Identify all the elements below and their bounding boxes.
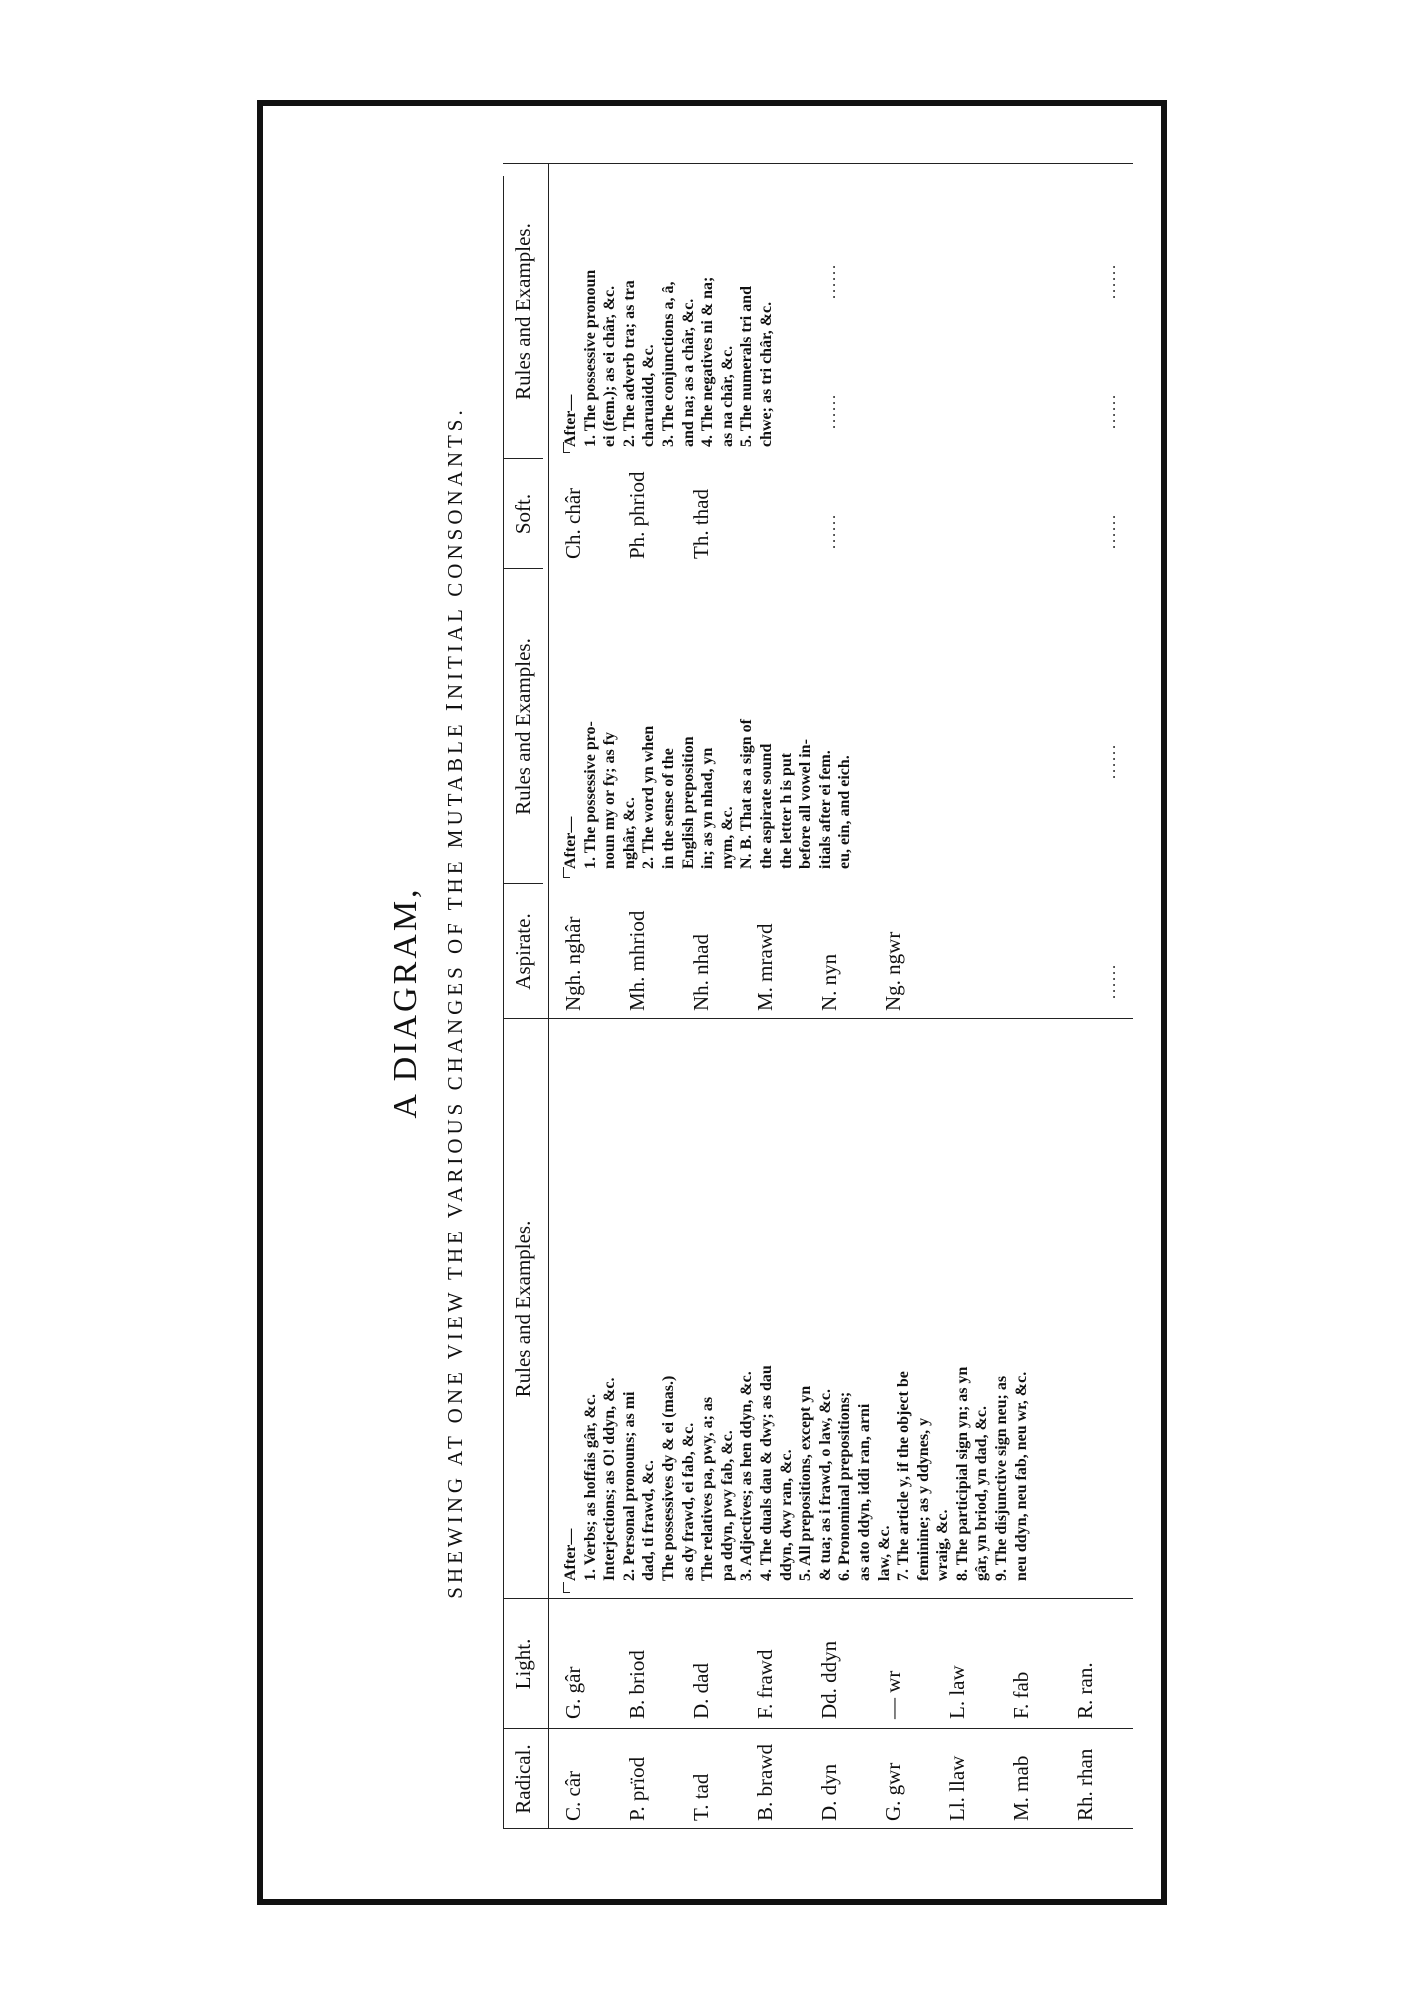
rule-line: nym, &c. — [718, 806, 736, 869]
empty-cell-dots: ...... — [1102, 963, 1119, 999]
radical-entry: Rh. rhan — [1073, 1748, 1097, 1821]
soft-entry: Ch. châr — [561, 487, 585, 559]
rule-line: feminine; as y ddynes, y — [914, 1417, 932, 1581]
rule-line: in; as yn nhad, yn — [699, 747, 717, 869]
column-divider — [503, 1598, 1133, 1599]
rule-line: the aspirate sound — [757, 743, 775, 869]
rule-line: the letter h is put — [777, 752, 795, 869]
rule-line: itials after ei fem. — [816, 750, 834, 869]
radical-entry: D. dyn — [817, 1763, 841, 1821]
rule-line: 4. The negatives ni & na; — [699, 276, 717, 447]
rule-line: 8. The participial sign yn; as yn — [953, 1366, 971, 1581]
empty-cell-dots: ...... — [1102, 393, 1119, 429]
header-light: Light. — [511, 1638, 535, 1690]
header-rule — [548, 459, 549, 569]
soft-entry: Th. thad — [689, 489, 713, 559]
header-aspirate: Aspirate. — [511, 913, 535, 990]
soft-rules-list — [561, 270, 777, 447]
header-rule — [548, 1599, 549, 1729]
radical-entry: G. gwr — [881, 1762, 905, 1821]
aspirate-entry: Ngh. nghâr — [561, 916, 585, 1011]
rule-line: N. B. That as a sign of — [738, 719, 756, 869]
rule-line: 5. All prepositions, except yn — [797, 1385, 815, 1581]
radical-entry: C. câr — [561, 1770, 585, 1821]
brace-mark — [563, 1582, 570, 1593]
column-divider — [503, 163, 1133, 164]
rule-line: in the sense of the — [659, 748, 677, 869]
radical-entry: M. mab — [1009, 1755, 1033, 1821]
table-top-border — [503, 176, 504, 1829]
header-rule — [548, 569, 549, 884]
aspirate-entry: Nh. nhad — [689, 934, 713, 1011]
empty-cell-dots: ...... — [1102, 513, 1119, 549]
radical-entry: T. tad — [689, 1773, 713, 1821]
rule-line: Interjections; as O! ddyn, &c. — [601, 1377, 619, 1581]
light-entry: — wr — [881, 1670, 905, 1719]
rule-line: The possessives dy & ei (mas.) — [659, 1375, 677, 1581]
subtitle-rest: NITIAL CONSONANTS. — [443, 406, 467, 700]
brace-mark — [563, 442, 570, 453]
rule-line: 4. The duals dau & dwy; as dau — [757, 1365, 775, 1581]
rule-line: charuaidd, &c. — [640, 344, 658, 447]
rule-line: 5. The numerals tri and — [738, 285, 756, 447]
rule-line: wraig, &c. — [934, 1509, 952, 1581]
rule-line: law, &c. — [875, 1525, 893, 1581]
rule-line: After— — [562, 394, 579, 447]
diagram-title: A DIAGRAM, — [387, 886, 424, 1119]
header-radical: Radical. — [511, 1744, 535, 1814]
soft-entry: Ph. phriod — [625, 471, 649, 559]
subtitle-initial-cap: I — [442, 699, 468, 712]
column-divider — [503, 1728, 1133, 1729]
rule-line: dad, ti frawd, &c. — [640, 1460, 658, 1581]
header-rule — [548, 164, 549, 459]
rule-line: 1. The possessive pro- — [581, 721, 599, 869]
light-entry: Dd. ddyn — [817, 1640, 841, 1719]
header-rule — [548, 1019, 549, 1599]
light-entry: G. gâr — [561, 1666, 585, 1719]
rule-line: as dy frawd, ei fab, &c. — [679, 1422, 697, 1581]
rule-line: 2. The word yn when — [640, 725, 658, 869]
rule-line: 6. Pronominal prepositions; — [836, 1391, 854, 1581]
brace-mark — [563, 867, 570, 878]
light-entry: D. dad — [689, 1663, 713, 1719]
rule-line: 3. Adjectives; as hen ddyn, &c. — [738, 1371, 756, 1581]
aspirate-entry: Mh. mhriod — [625, 910, 649, 1011]
empty-cell-dots: ...... — [1102, 263, 1119, 299]
rule-line: and na; as a châr, &c. — [679, 298, 697, 447]
radical-entry: P. prïod — [625, 1756, 649, 1821]
rule-line: & tua; as i frawd, o law, &c. — [816, 1389, 834, 1581]
rule-line: After— — [562, 1528, 579, 1581]
rule-line: before all vowel in- — [797, 739, 815, 869]
rule-line: gâr, yn briod, yn dad, &c. — [973, 1406, 991, 1581]
rule-line: After— — [562, 816, 579, 869]
header-rule — [548, 1729, 549, 1829]
radical-entry: B. brawd — [753, 1744, 777, 1821]
aspirate-rules-list — [561, 719, 855, 869]
empty-cell-dots: ...... — [822, 263, 839, 299]
diagram-sheet — [257, 100, 1167, 1905]
header-soft-rules: Rules and Examples. — [511, 223, 535, 400]
rule-line: nghâr, &c. — [620, 797, 638, 869]
rule-line: 7. The article y, if the object be — [895, 1371, 913, 1581]
rule-line: noun my or fy; as fy — [601, 731, 619, 869]
rule-line: eu, ein, and eich. — [836, 755, 854, 869]
rule-line: 2. Personal pronouns; as mi — [620, 1391, 638, 1581]
rule-line: as ato ddyn, iddi ran, arni — [855, 1403, 873, 1581]
rule-line: 9. The disjunctive sign neu; as — [993, 1375, 1011, 1581]
radical-entry: Ll. llaw — [945, 1755, 969, 1821]
empty-cell-dots: ...... — [1102, 743, 1119, 779]
rule-line: ddyn, dwy ran, &c. — [777, 1449, 795, 1581]
rule-line: 1. Verbs; as hoffais gâr, &c. — [581, 1394, 599, 1581]
rule-line: 2. The adverb tra; as tra — [620, 280, 638, 447]
rule-line: neu ddyn, neu fab, neu wr, &c. — [1012, 1371, 1030, 1581]
rule-line: 1. The possessive pronoun — [581, 269, 599, 447]
header-aspirate-rules: Rules and Examples. — [511, 638, 535, 815]
rule-line: English preposition — [679, 736, 697, 869]
rule-line: pa ddyn, pwy fab, &c. — [718, 1430, 736, 1581]
subtitle-main: SHEWING AT ONE VIEW THE VARIOUS CHANGES OF THE MUTABLE — [443, 711, 467, 1599]
rule-line: ei (fem.); as ei châr, &c. — [601, 285, 619, 447]
rule-line: The relatives pa, pwy, a; as — [699, 1396, 717, 1581]
column-divider — [503, 1828, 1133, 1829]
rule-line: as na châr, &c. — [718, 345, 736, 447]
aspirate-entry: N. nyn — [817, 953, 841, 1011]
header-rule — [548, 884, 549, 1019]
light-entry: B. briod — [625, 1650, 649, 1719]
light-rules-list — [561, 1365, 1031, 1581]
light-entry: F. frawd — [753, 1649, 777, 1719]
light-entry: R. ran. — [1073, 1662, 1097, 1719]
light-entry: L. law — [945, 1665, 969, 1719]
aspirate-entry: Ng. ngwr — [881, 931, 905, 1011]
diagram-subtitle — [443, 106, 467, 1899]
aspirate-entry: M. mrawd — [753, 923, 777, 1011]
empty-cell-dots: ...... — [822, 513, 839, 549]
header-soft: Soft. — [511, 493, 535, 535]
column-divider — [503, 1018, 1133, 1019]
empty-cell-dots: ...... — [822, 393, 839, 429]
light-entry: F. fab — [1009, 1671, 1033, 1719]
rule-line: chwe; as tri châr, &c. — [757, 301, 775, 447]
rule-line: 3. The conjunctions a, â, — [659, 281, 677, 447]
header-light-rules: Rules and Examples. — [511, 1220, 535, 1398]
